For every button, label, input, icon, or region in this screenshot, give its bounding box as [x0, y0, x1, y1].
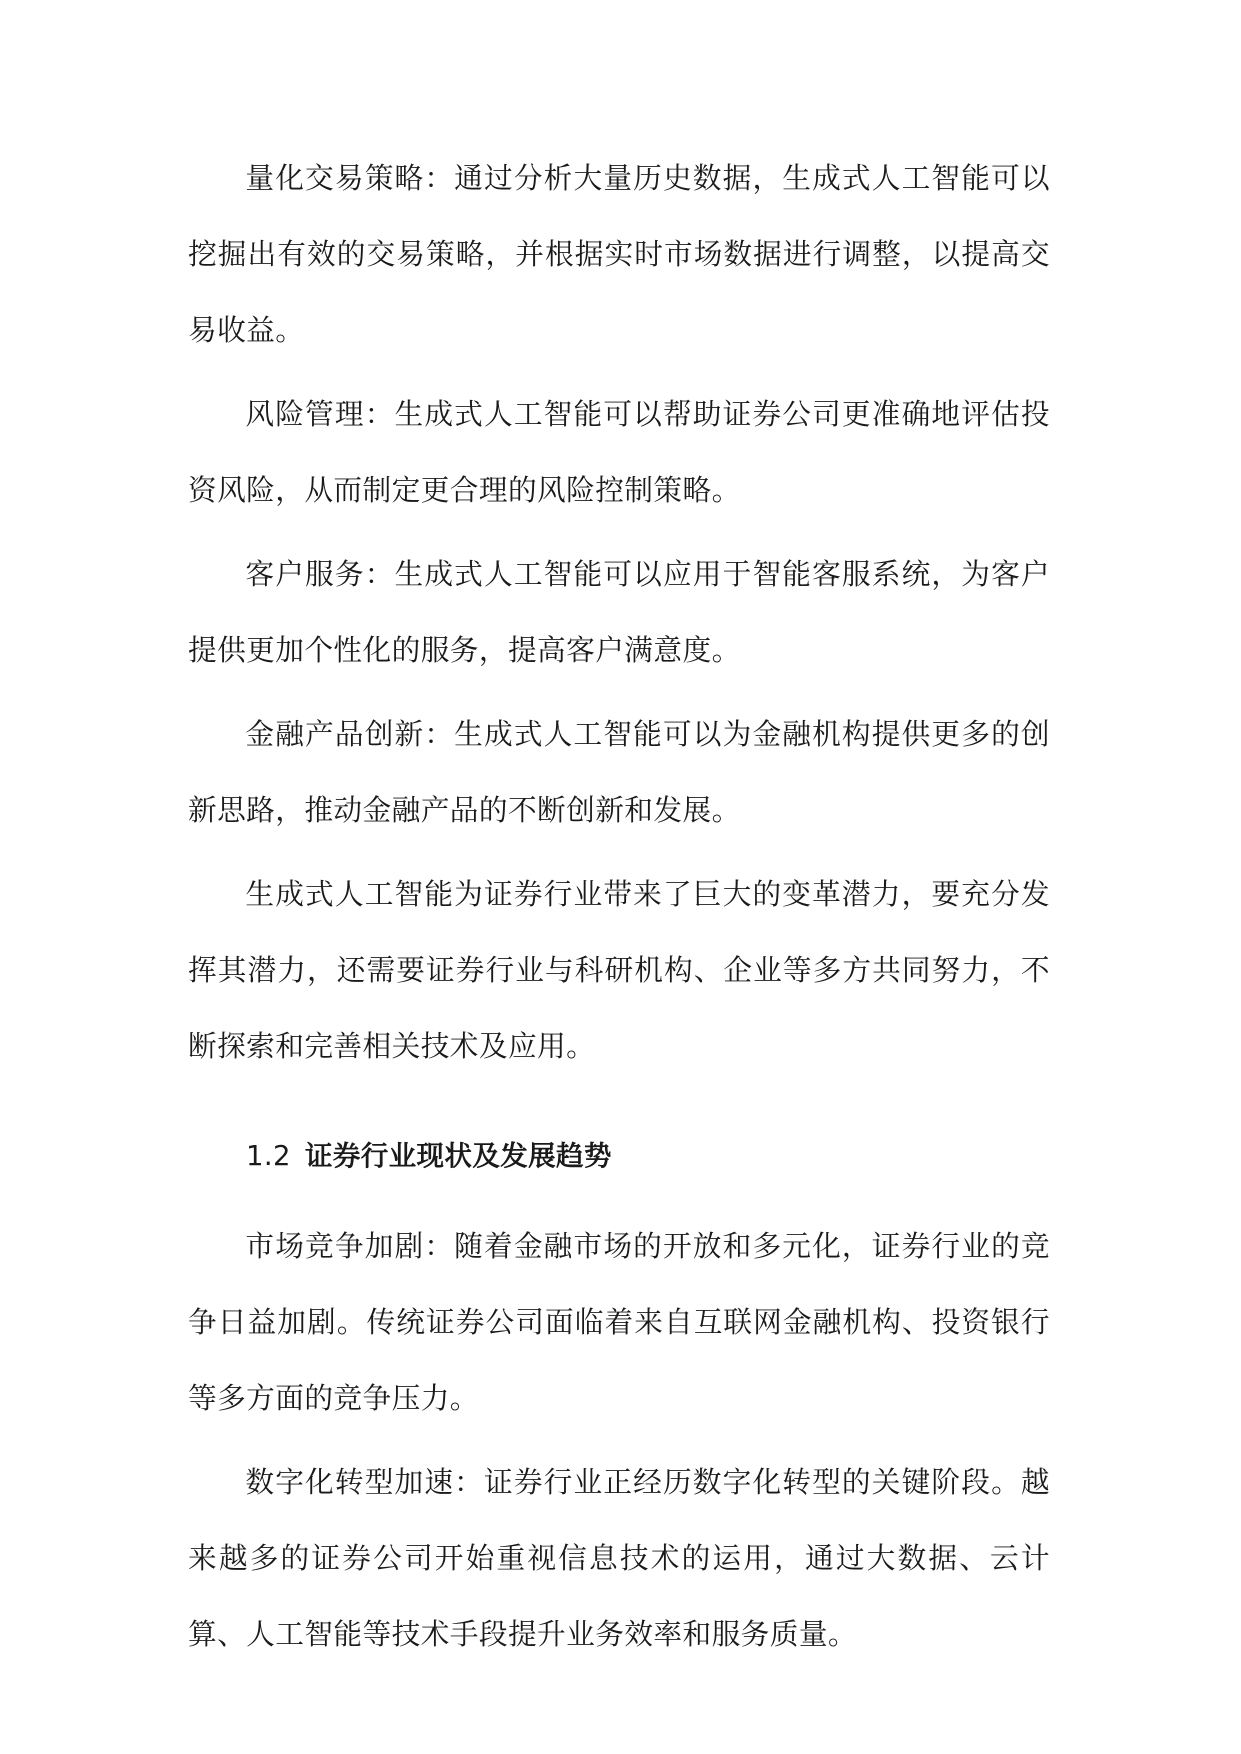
paragraph-digital-transformation: 数字化转型加速：证券行业正经历数字化转型的关键阶段。越来越多的证券公司开始重视信息技术的运用，通过大数据、云计算、人工智能等技术手段提升业务效率和服务质量。 — [188, 1465, 1050, 1651]
paragraph-quant-trading: 量化交易策略：通过分析大量历史数据，生成式人工智能可以挖掘出有效的交易策略，并根据实时市场数据进行调整，以提高交易收益。 — [188, 161, 1050, 347]
paragraph-market-competition: 市场竞争加剧：随着金融市场的开放和多元化，证券行业的竞争日益加剧。传统证券公司面临着来自互联网金融机构、投资银行等多方面的竞争压力。 — [188, 1229, 1050, 1415]
document-body — [188, 140, 1050, 1680]
section-number: 1.2 — [246, 1140, 291, 1172]
section-heading — [188, 1118, 1050, 1194]
paragraph-risk-management: 风险管理：生成式人工智能可以帮助证券公司更准确地评估投资风险，从而制定更合理的风险控制策略。 — [188, 397, 1050, 507]
paragraph-customer-service: 客户服务：生成式人工智能可以应用于智能客服系统，为客户提供更加个性化的服务，提高客户满意度。 — [188, 557, 1050, 667]
section-title: 证券行业现状及发展趋势 — [304, 1140, 612, 1172]
paragraph-summary: 生成式人工智能为证券行业带来了巨大的变革潜力，要充分发挥其潜力，还需要证券行业与科研机构、企业等多方共同努力，不断探索和完善相关技术及应用。 — [188, 877, 1050, 1063]
paragraph-product-innovation: 金融产品创新：生成式人工智能可以为金融机构提供更多的创新思路，推动金融产品的不断创新和发展。 — [188, 717, 1050, 827]
